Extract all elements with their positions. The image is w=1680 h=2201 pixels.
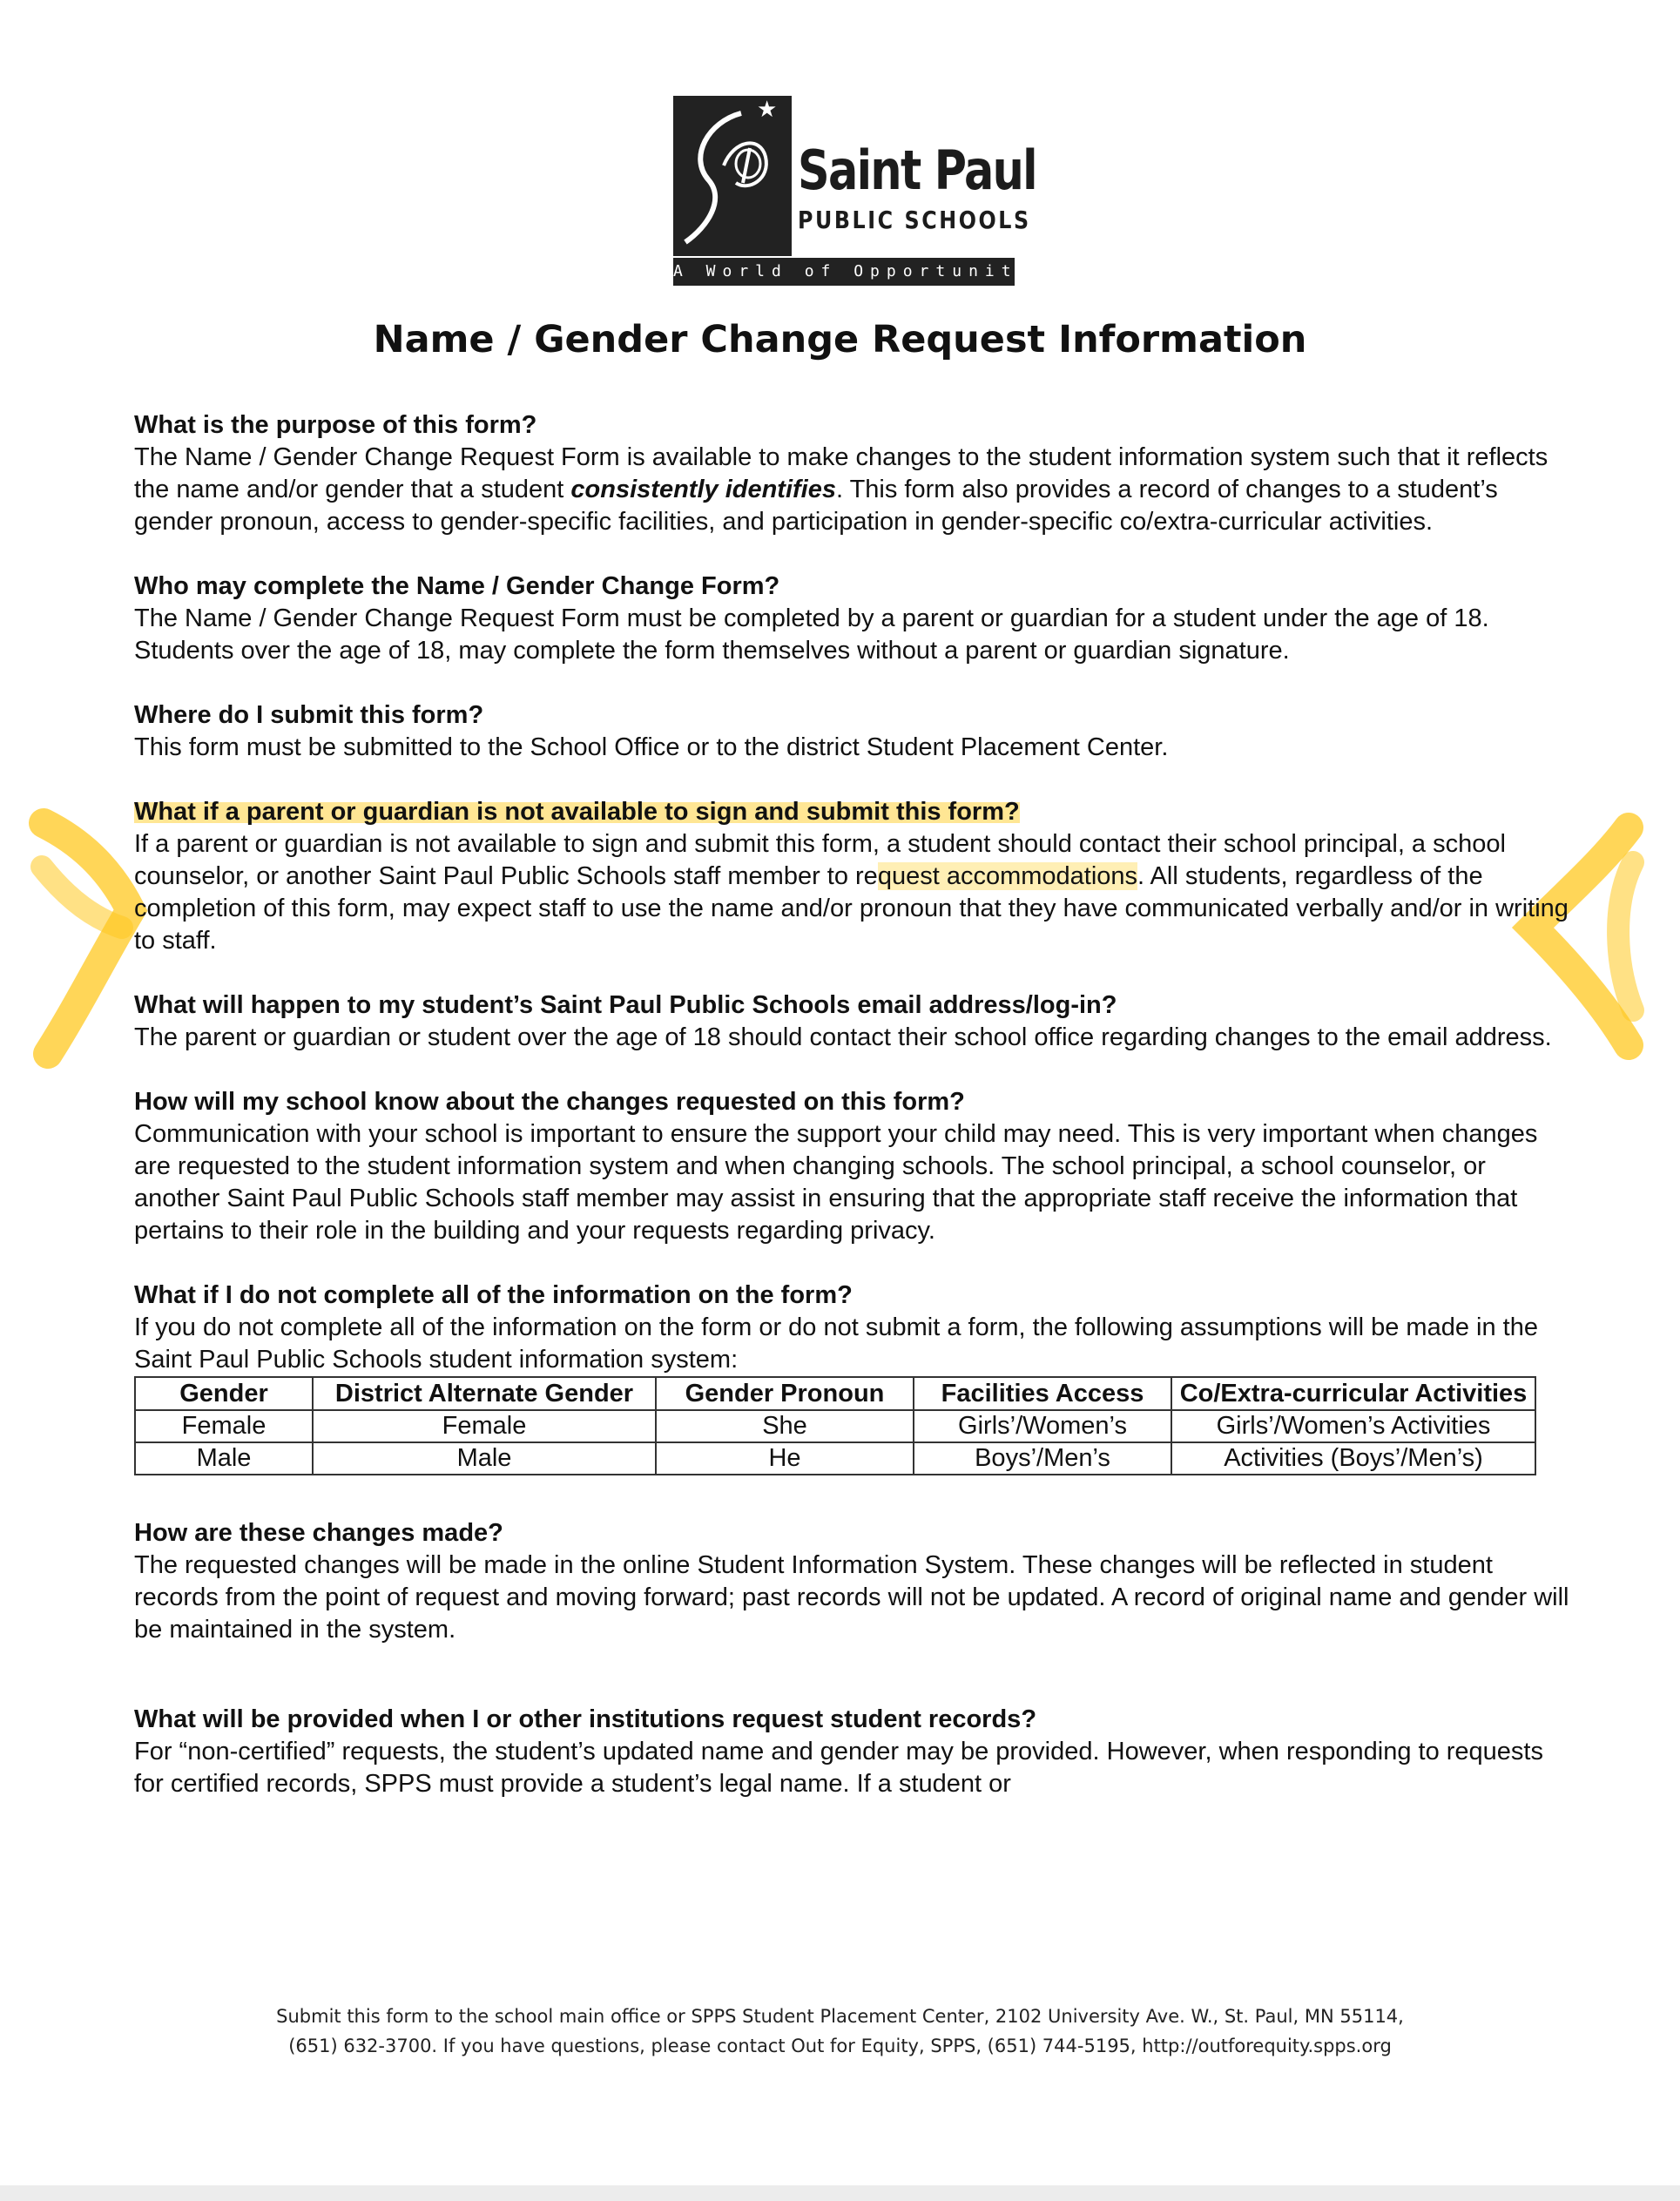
table-cell: Male	[135, 1442, 313, 1475]
table-cell: Female	[135, 1410, 313, 1442]
footer-line: (651) 632-3700. If you have questions, please contact Out for Equity, SPPS, (651) 744-5195, http://outforequity.spps.org	[288, 2036, 1392, 2056]
section-purpose	[134, 409, 1571, 538]
logo-tagline: A World of Opportunities	[673, 258, 1015, 286]
section-question	[134, 796, 1571, 828]
table-cell: Female	[313, 1410, 656, 1442]
section-question: What if I do not complete all of the information on the form?	[134, 1281, 853, 1309]
section-question: Who may complete the Name / Gender Change Form?	[134, 572, 780, 600]
table-cell: Male	[313, 1442, 656, 1475]
emphasis-text: consistently identifies	[570, 476, 836, 503]
table-header-row	[135, 1377, 1535, 1410]
school-logo	[673, 96, 1068, 286]
table-row	[135, 1442, 1535, 1475]
table-cell: Boys’/Men’s	[914, 1442, 1171, 1475]
section-answer: The Name / Gender Change Request Form must be completed by a parent or guardian for a student under the age of 18. Students over the age of 18, may complete the form themselves without a parent or guardian signature.	[134, 604, 1489, 665]
section-answer: If you do not complete all of the information on the form or do not submit a form, the following assumptions will be made in the Saint Paul Public Schools student information system:	[134, 1313, 1538, 1374]
section-question: What is the purpose of this form?	[134, 411, 537, 439]
star-icon: ★	[757, 96, 778, 122]
document-body	[134, 409, 1571, 1800]
section-records-request	[134, 1704, 1571, 1800]
page-footer	[0, 2002, 1680, 2061]
section-answer: The requested changes will be made in the online Student Information System. These changes will be reflected in student records from the point of request and moving forward; past records will not be updated. A record of original name and gender will be maintained in the system.	[134, 1551, 1569, 1644]
section-answer: Communication with your school is important to ensure the support your child may need. This is very important when changes are requested to the student information system and when changing schools. The school principal, a school counselor, or another Saint Paul Public Schools staff member may assist in ensuring that the appropriate staff receive the information that pertains to their role in the building and your requests regarding privacy.	[134, 1120, 1538, 1245]
table-header: Facilities Access	[914, 1377, 1171, 1410]
logo-name: Saint Paul	[798, 138, 1036, 202]
section-where-submit	[134, 699, 1571, 764]
page-title: Name / Gender Change Request Information	[373, 318, 1307, 361]
section-answer: The Name / Gender Change Request Form is available to make changes to the student information system such that it reflects the name and/or gender that a student consistently identifies. This form also provides a record of changes to a student’s gender pronoun, access to gender-specific facilities, and participation in gender-specific co/extra-curricular activities.	[134, 443, 1548, 536]
footer-line: Submit this form to the school main office or SPPS Student Placement Center, 2102 University Ave. W., St. Paul, MN 55114,	[276, 2006, 1404, 2027]
table-header: Gender Pronoun	[656, 1377, 914, 1410]
section-how-changes-made	[134, 1517, 1571, 1646]
section-question: Where do I submit this form?	[134, 701, 484, 729]
section-school-know	[134, 1086, 1571, 1247]
section-question: What will be provided when I or other institutions request student records?	[134, 1705, 1037, 1733]
assumptions-table	[134, 1376, 1536, 1475]
section-who-may-complete	[134, 571, 1571, 667]
logo-emblem	[673, 96, 792, 256]
table-cell: Activities (Boys’/Men’s)	[1171, 1442, 1535, 1475]
section-answer: The parent or guardian or student over the age of 18 should contact their school office regarding changes to the email address.	[134, 1023, 1552, 1051]
section-answer: If a parent or guardian is not available to sign and submit this form, a student should contact their school principal, a school counselor, or another Saint Paul Public Schools staff member to request accommodations. All students, regardless of the completion of this form, may expect staff to use the name and/or pronoun that they have communicated verbally and/or in writing to staff.	[134, 830, 1569, 955]
table-header: Co/Extra-curricular Activities	[1171, 1377, 1535, 1410]
section-parent-unavailable	[134, 796, 1571, 957]
table-header: District Alternate Gender	[313, 1377, 656, 1410]
section-question: What will happen to my student’s Saint Paul Public Schools email address/log-in?	[134, 991, 1117, 1019]
table-cell: Girls’/Women’s	[914, 1410, 1171, 1442]
spacer	[134, 1475, 1571, 1517]
spacer	[134, 1646, 1571, 1704]
logo-wordmark	[798, 138, 1089, 234]
table-row	[135, 1410, 1535, 1442]
table-cell: He	[656, 1442, 914, 1475]
section-answer: This form must be submitted to the School Office or to the district Student Placement Center.	[134, 733, 1169, 761]
page-bottom-edge	[0, 2185, 1680, 2201]
table-cell: She	[656, 1410, 914, 1442]
section-email-address	[134, 989, 1571, 1054]
table-cell: Girls’/Women’s Activities	[1171, 1410, 1535, 1442]
left-highlight-marker-icon	[26, 806, 139, 1067]
highlighted-text: quest accommodations	[877, 862, 1138, 890]
logo-subtitle: PUBLIC SCHOOLS	[798, 206, 1031, 234]
highlighted-question: What if a parent or guardian is not available to sign and submit this form?	[134, 798, 1020, 826]
section-question: How will my school know about the changes requested on this form?	[134, 1088, 965, 1116]
section-question: How are these changes made?	[134, 1519, 503, 1547]
section-answer: For “non-certified” requests, the student’s updated name and gender may be provided. However, when responding to requests for certified records, SPPS must provide a student’s legal name. If a student or	[134, 1738, 1543, 1798]
section-incomplete-form	[134, 1279, 1571, 1475]
table-header: Gender	[135, 1377, 313, 1410]
